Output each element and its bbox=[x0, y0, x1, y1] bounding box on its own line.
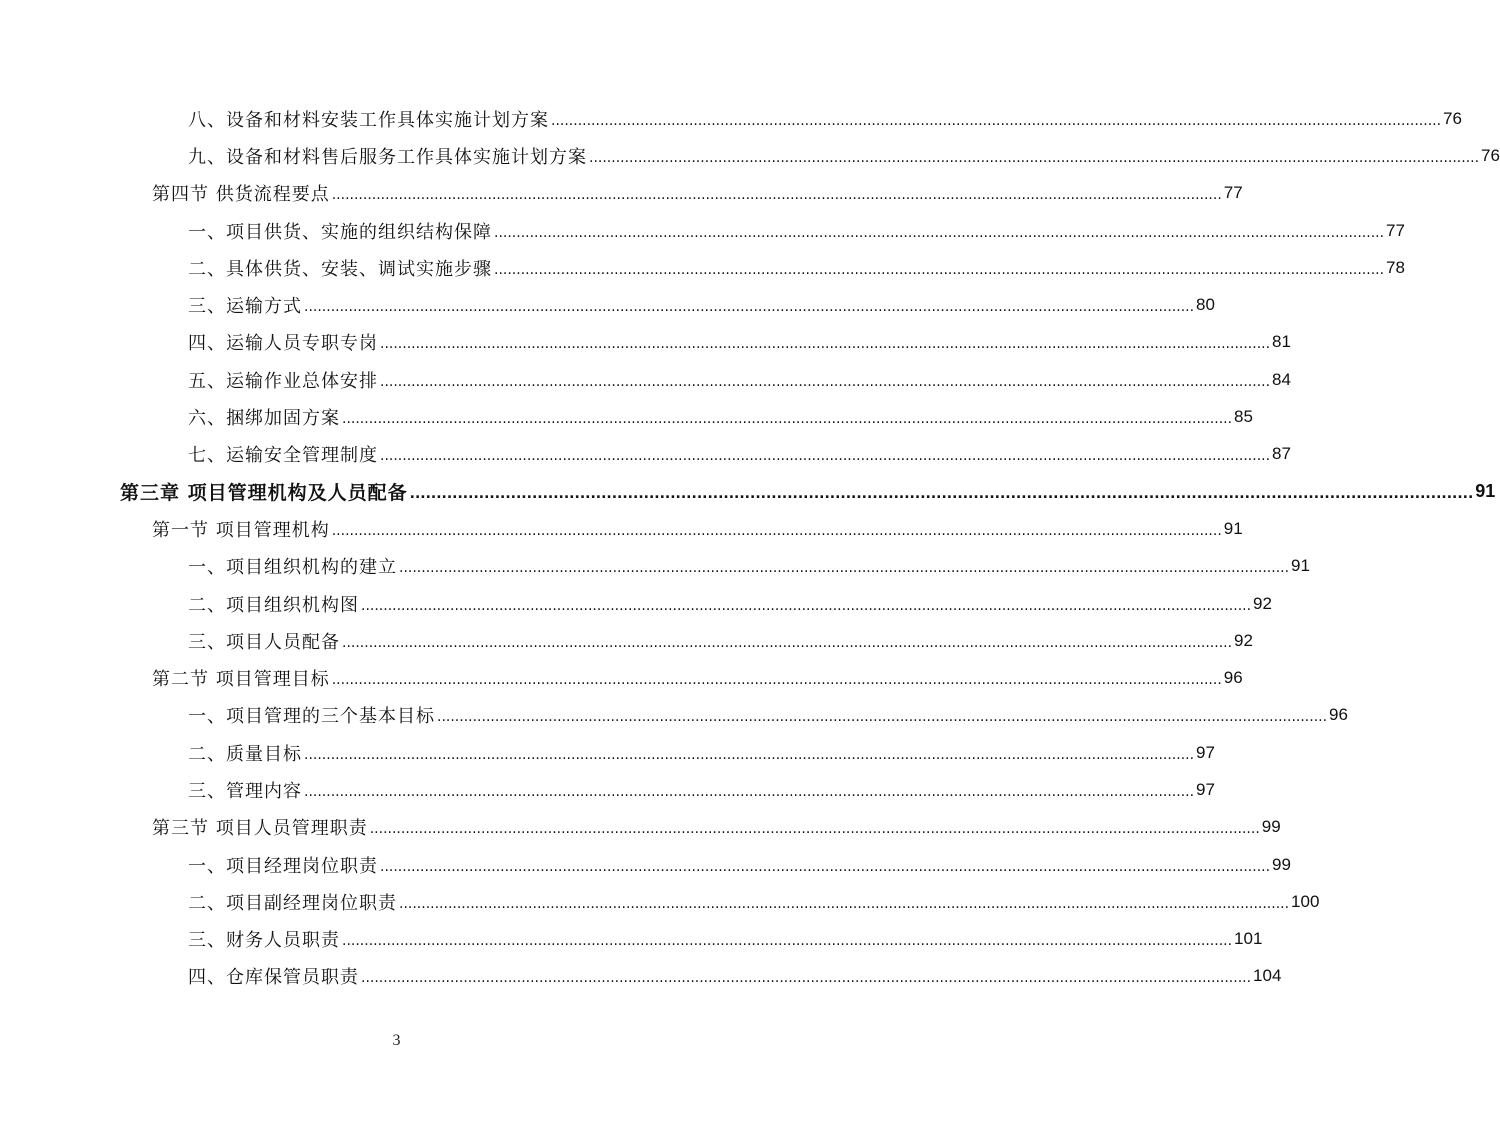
toc-entry-item[interactable] bbox=[188, 436, 1291, 473]
toc-entry-title: 七、运输安全管理制度 bbox=[188, 445, 378, 467]
toc-entry-title: 一、项目经理岗位职责 bbox=[188, 855, 378, 877]
dot-leader: ........................................................................................................................................................................................................ bbox=[342, 933, 1233, 950]
dot-leader: ........................................................................................................................................................................................................ bbox=[304, 746, 1195, 763]
dot-leader: ........................................................................................................................................................................................................ bbox=[331, 672, 1222, 689]
dot-leader: ........................................................................................................................................................................................................ bbox=[551, 112, 1442, 129]
dot-leader: ........................................................................................................................................................................................................ bbox=[331, 187, 1222, 204]
toc-entry-page: 99 bbox=[1272, 854, 1291, 874]
toc-entry-page: 97 bbox=[1196, 742, 1215, 762]
toc-entry-item[interactable] bbox=[188, 883, 1320, 920]
toc-entry-page: 99 bbox=[1261, 817, 1281, 837]
dot-leader: ........................................................................................................................................................................................................ bbox=[380, 858, 1271, 875]
toc-entry-title: 第三节 项目人员管理职责 bbox=[152, 818, 368, 840]
toc-entry-page: 96 bbox=[1329, 705, 1348, 725]
toc-entry-title: 第四节 供货流程要点 bbox=[152, 184, 330, 206]
toc-entry-item[interactable] bbox=[188, 585, 1272, 622]
dot-leader: ........................................................................................................................................................................................................ bbox=[342, 411, 1233, 428]
toc-entry-title: 三、运输方式 bbox=[188, 296, 302, 318]
toc-entry-title: 三、项目人员配备 bbox=[188, 631, 340, 653]
toc-entry-page: 76 bbox=[1443, 108, 1462, 128]
toc-entry-title: 九、设备和材料售后服务工作具体实施计划方案 bbox=[188, 146, 587, 168]
toc-entry-item[interactable] bbox=[188, 846, 1291, 883]
toc-entry-item[interactable] bbox=[188, 324, 1291, 361]
dot-leader: ........................................................................................................................................................................................................ bbox=[494, 261, 1385, 278]
toc-entry-item[interactable] bbox=[188, 249, 1405, 286]
toc-entry-page: 92 bbox=[1253, 593, 1272, 613]
toc-entry-title: 八、设备和材料安装工作具体实施计划方案 bbox=[188, 109, 549, 131]
toc-entry-page: 96 bbox=[1223, 668, 1243, 688]
toc-entry-section[interactable] bbox=[152, 510, 1243, 547]
toc-entry-page: 104 bbox=[1253, 966, 1282, 986]
dot-leader: ........................................................................................................................................................................................................ bbox=[369, 821, 1260, 838]
table-of-contents bbox=[0, 100, 1500, 995]
dot-leader: ........................................................................................................................................................................................................ bbox=[399, 560, 1290, 577]
dot-leader: ........................................................................................................................................................................................................ bbox=[409, 485, 1474, 502]
toc-entry-page: 77 bbox=[1223, 183, 1243, 203]
toc-entry-item[interactable] bbox=[188, 398, 1253, 435]
dot-leader: ........................................................................................................................................................................................................ bbox=[380, 336, 1271, 353]
toc-entry-section[interactable] bbox=[152, 175, 1243, 212]
toc-entry-page: 100 bbox=[1291, 891, 1320, 911]
toc-entry-item[interactable] bbox=[188, 958, 1282, 995]
toc-entry-page: 91 bbox=[1291, 556, 1310, 576]
dot-leader: ........................................................................................................................................................................................................ bbox=[304, 783, 1195, 800]
dot-leader: ........................................................................................................................................................................................................ bbox=[361, 970, 1252, 987]
dot-leader: ........................................................................................................................................................................................................ bbox=[380, 373, 1271, 390]
toc-entry-title: 第一节 项目管理机构 bbox=[152, 519, 330, 541]
toc-entry-page: 84 bbox=[1272, 369, 1291, 389]
toc-entry-page: 101 bbox=[1234, 929, 1263, 949]
dot-leader: ........................................................................................................................................................................................................ bbox=[399, 895, 1290, 912]
dot-leader: ........................................................................................................................................................................................................ bbox=[361, 597, 1252, 614]
dot-leader: ........................................................................................................................................................................................................ bbox=[342, 634, 1233, 651]
toc-entry-item[interactable] bbox=[188, 361, 1291, 398]
toc-entry-page: 78 bbox=[1386, 257, 1405, 277]
toc-entry-item[interactable] bbox=[188, 697, 1348, 734]
toc-entry-title: 二、质量目标 bbox=[188, 743, 302, 765]
toc-entry-item[interactable] bbox=[188, 100, 1462, 137]
toc-entry-title: 四、运输人员专职专岗 bbox=[188, 333, 378, 355]
toc-entry-title: 一、项目组织机构的建立 bbox=[188, 557, 397, 579]
toc-entry-chapter[interactable] bbox=[120, 473, 1496, 510]
toc-entry-item[interactable] bbox=[188, 734, 1215, 771]
toc-entry-title: 二、项目副经理岗位职责 bbox=[188, 892, 397, 914]
page-number: 3 bbox=[392, 1032, 401, 1049]
toc-entry-title: 六、捆绑加固方案 bbox=[188, 408, 340, 430]
toc-entry-item[interactable] bbox=[188, 771, 1215, 808]
dot-leader: ........................................................................................................................................................................................................ bbox=[304, 299, 1195, 316]
dot-leader: ........................................................................................................................................................................................................ bbox=[494, 224, 1385, 241]
dot-leader: ........................................................................................................................................................................................................ bbox=[331, 522, 1222, 539]
toc-entry-title: 二、项目组织机构图 bbox=[188, 594, 359, 616]
toc-entry-item[interactable] bbox=[188, 921, 1263, 958]
toc-entry-title: 一、项目管理的三个基本目标 bbox=[188, 706, 435, 728]
dot-leader: ........................................................................................................................................................................................................ bbox=[437, 709, 1328, 726]
toc-entry-page: 76 bbox=[1481, 145, 1500, 165]
toc-entry-title: 一、项目供货、实施的组织结构保障 bbox=[188, 221, 492, 243]
toc-entry-page: 91 bbox=[1475, 481, 1496, 502]
toc-entry-title: 三、财务人员职责 bbox=[188, 930, 340, 952]
toc-entry-page: 81 bbox=[1272, 332, 1291, 352]
toc-entry-item[interactable] bbox=[188, 137, 1500, 174]
toc-entry-page: 85 bbox=[1234, 407, 1253, 427]
toc-entry-section[interactable] bbox=[152, 659, 1243, 696]
toc-entry-title: 二、具体供货、安装、调试实施步骤 bbox=[188, 258, 492, 280]
toc-entry-title: 第二节 项目管理目标 bbox=[152, 669, 330, 691]
toc-entry-item[interactable] bbox=[188, 286, 1215, 323]
toc-entry-title: 第三章 项目管理机构及人员配备 bbox=[120, 482, 408, 505]
toc-entry-page: 91 bbox=[1223, 518, 1243, 538]
toc-entry-title: 四、仓库保管员职责 bbox=[188, 967, 359, 989]
dot-leader: ........................................................................................................................................................................................................ bbox=[589, 149, 1480, 166]
toc-entry-item[interactable] bbox=[188, 212, 1405, 249]
toc-entry-item[interactable] bbox=[188, 548, 1310, 585]
toc-entry-title: 三、管理内容 bbox=[188, 780, 302, 802]
toc-entry-page: 87 bbox=[1272, 444, 1291, 464]
toc-entry-title: 五、运输作业总体安排 bbox=[188, 370, 378, 392]
dot-leader: ........................................................................................................................................................................................................ bbox=[380, 448, 1271, 465]
toc-entry-section[interactable] bbox=[152, 809, 1281, 846]
toc-entry-item[interactable] bbox=[188, 622, 1253, 659]
toc-entry-page: 77 bbox=[1386, 220, 1405, 240]
toc-entry-page: 92 bbox=[1234, 630, 1253, 650]
toc-entry-page: 97 bbox=[1196, 779, 1215, 799]
toc-entry-page: 80 bbox=[1196, 295, 1215, 315]
